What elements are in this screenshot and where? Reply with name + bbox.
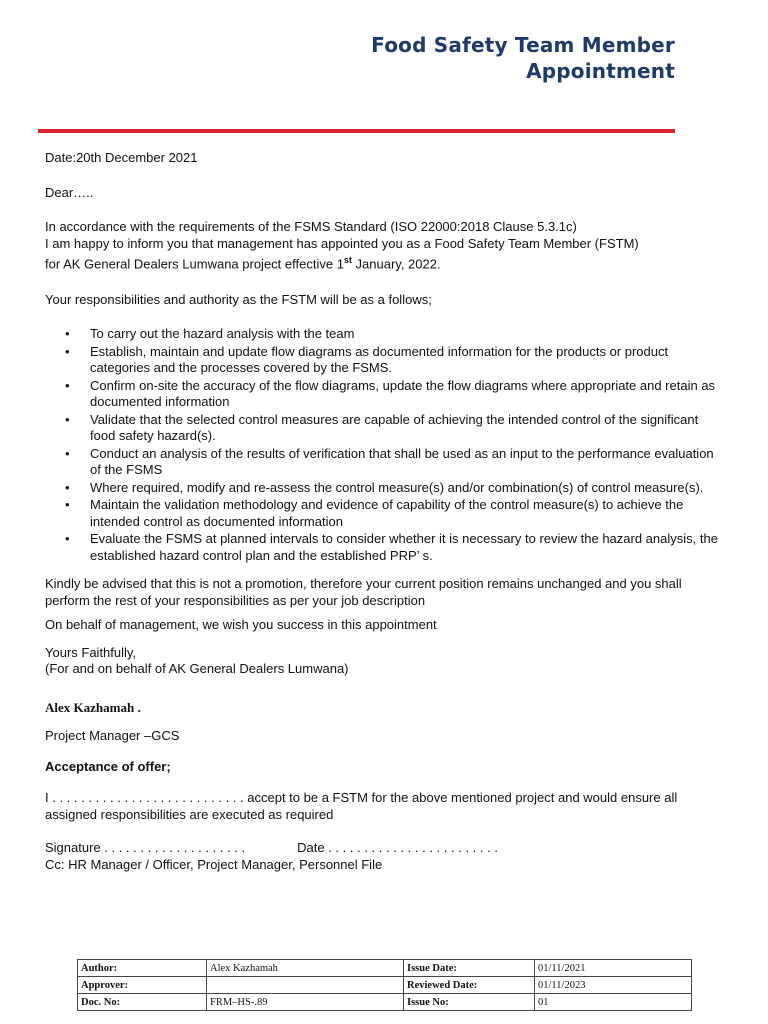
bullet-icon: • <box>65 326 70 342</box>
bullet-icon: • <box>65 343 70 359</box>
responsibility-text: Where required, modify and re-assess the control measure(s) and/or combination(s) of control measure(s). <box>90 479 704 495</box>
intro-line-2: I am happy to inform you that management has appointed you as a Food Safety Team Member (FSTM) <box>45 235 639 251</box>
ordinal-suffix: st <box>343 255 352 265</box>
signature-field: Signature . . . . . . . . . . . . . . . . . . . . <box>45 840 246 856</box>
signatory-title: Project Manager –GCS <box>45 728 180 744</box>
issue-date-value: 01/11/2021 <box>535 960 692 977</box>
table-row <box>78 977 692 994</box>
list-item <box>45 412 725 445</box>
acceptance-text <box>45 790 725 823</box>
approver-label: Approver: <box>78 977 207 994</box>
intro-line-1: In accordance with the requirements of the FSMS Standard (ISO 22000:2018 Clause 5.3.1c) <box>45 219 577 234</box>
author-value: Alex Kazhamah <box>207 960 404 977</box>
acceptance-heading: Acceptance of offer; <box>45 758 171 774</box>
table-row <box>78 994 692 1011</box>
title-line-1: Food Safety Team Member <box>371 33 675 57</box>
list-item <box>45 378 725 411</box>
responsibilities-list <box>45 326 725 564</box>
responsibility-text: Confirm on-site the accuracy of the flow diagrams, update the flow diagrams where appropriate and retain as documented information <box>90 377 716 410</box>
bullet-icon: • <box>65 411 70 427</box>
document-control-table <box>77 959 692 1011</box>
responsibilities-intro: Your responsibilities and authority as the FSTM will be as a follows; <box>45 291 432 307</box>
table-row <box>78 960 692 977</box>
author-label: Author: <box>78 960 207 977</box>
intro-paragraph <box>45 219 725 273</box>
list-item <box>45 497 725 530</box>
doc-no-label: Doc. No: <box>78 994 207 1011</box>
date-field: Date . . . . . . . . . . . . . . . . . . . . . . . . <box>297 840 498 856</box>
salutation: Dear….. <box>45 184 94 200</box>
issue-date-label: Issue Date: <box>404 960 535 977</box>
bullet-icon: • <box>65 377 70 393</box>
reviewed-date-value: 01/11/2023 <box>535 977 692 994</box>
signature-date-line <box>45 840 725 857</box>
responsibility-text: To carry out the hazard analysis with the team <box>90 326 355 342</box>
letter-body <box>45 150 725 873</box>
intro-line-3-end: January, 2022. <box>351 256 441 272</box>
signatory-name: Alex Kazhamah . <box>45 699 141 715</box>
reviewed-date-label: Reviewed Date: <box>404 977 535 994</box>
doc-no-value: FRM–HS-.89 <box>207 994 404 1011</box>
promotion-note: Kindly be advised that this is not a promotion, therefore your current position remains unchanged and you shall perform the rest of your responsibilities as per your job description <box>45 576 682 608</box>
document-title <box>371 32 675 84</box>
cc-line: Cc: HR Manager / Officer, Project Manager, Personnel File <box>45 856 383 872</box>
responsibility-text: Evaluate the FSMS at planned intervals to consider whether it is necessary to review the hazard analysis, the established hazard control plan and the established PRP’ s. <box>90 531 718 563</box>
list-item <box>45 326 725 343</box>
responsibility-text: Maintain the validation methodology and evidence of capability of the control measure(s) to achieve the intended control as documented information <box>90 497 684 529</box>
bullet-icon: • <box>65 479 70 495</box>
list-item <box>45 480 725 497</box>
list-item <box>45 344 725 377</box>
closing-behalf: (For and on behalf of AK General Dealers Lumwana) <box>45 661 349 677</box>
approver-value <box>207 977 404 994</box>
responsibility-text: Validate that the selected control measures are capable of achieving the intended control of the significant food safety hazard(s). <box>90 411 699 444</box>
wish-line: On behalf of management, we wish you success in this appointment <box>45 617 437 633</box>
intro-line-3 <box>45 252 725 273</box>
list-item <box>45 531 725 564</box>
acceptance-line-2: assigned responsibilities are executed as required <box>45 806 334 822</box>
bullet-icon: • <box>65 497 70 513</box>
closing: Yours Faithfully, <box>45 644 137 660</box>
acceptance-line-1: I . . . . . . . . . . . . . . . . . . . . . . . . . . . accept to be a FSTM for the above mentioned project and would ensure all <box>45 790 678 806</box>
responsibility-text: Conduct an analysis of the results of verification that shall be used as an input to the performance evaluation of the FSMS <box>90 445 714 478</box>
bullet-icon: • <box>65 445 70 461</box>
title-line-2: Appointment <box>526 59 675 83</box>
letter-date: Date:20th December 2021 <box>45 150 198 165</box>
intro-line-3-text: for AK General Dealers Lumwana project effective 1 <box>45 256 344 272</box>
responsibility-text: Establish, maintain and update flow diagrams as documented information for the products or product categories and the processes covered by the FSMS. <box>90 343 669 376</box>
closing-block <box>45 645 725 678</box>
bullet-icon: • <box>65 531 70 547</box>
list-item <box>45 446 725 479</box>
header-divider <box>38 129 675 133</box>
issue-no-value: 01 <box>535 994 692 1011</box>
issue-no-label: Issue No: <box>404 994 535 1011</box>
